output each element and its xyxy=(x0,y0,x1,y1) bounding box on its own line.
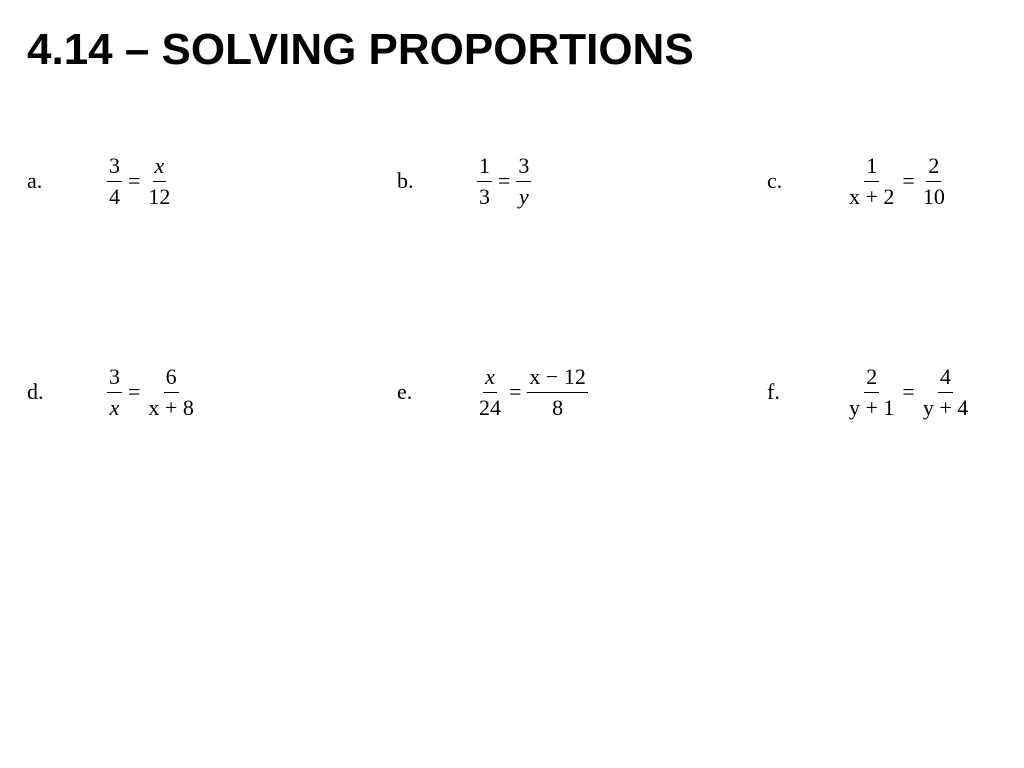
left-fraction xyxy=(477,364,503,421)
equals-sign: = xyxy=(902,168,915,193)
problem-b xyxy=(397,146,531,216)
problem-label: c. xyxy=(767,168,783,193)
equation xyxy=(107,364,196,421)
problem-f xyxy=(767,357,970,427)
problem-label: f. xyxy=(767,379,780,404)
equals-sign: = xyxy=(128,168,141,193)
right-fraction xyxy=(516,153,531,210)
left-fraction xyxy=(107,364,122,421)
equation xyxy=(847,153,947,210)
denominator: 8 xyxy=(552,394,564,420)
denominator: x + 2 xyxy=(849,183,895,209)
right-fraction xyxy=(527,364,587,421)
equation xyxy=(477,364,588,421)
numerator: 1 xyxy=(477,153,492,182)
denominator: 4 xyxy=(109,183,120,209)
denominator: 3 xyxy=(479,183,490,209)
equals-sign: = xyxy=(902,379,915,404)
numerator: 2 xyxy=(926,153,941,182)
right-fraction xyxy=(146,364,195,421)
left-fraction xyxy=(847,153,896,210)
numerator: 1 xyxy=(864,153,879,182)
numerator: 4 xyxy=(938,364,953,393)
numerator: x xyxy=(483,364,497,393)
numerator: 6 xyxy=(164,364,179,393)
problem-e xyxy=(397,357,588,427)
problem-d xyxy=(27,357,196,427)
left-fraction xyxy=(477,153,492,210)
numerator: 3 xyxy=(107,364,122,393)
problem-c xyxy=(767,146,947,216)
left-fraction xyxy=(847,364,896,421)
problem-label: a. xyxy=(27,168,43,193)
right-fraction xyxy=(146,153,172,210)
numerator: x xyxy=(153,153,167,182)
problem-a xyxy=(27,146,172,216)
denominator: y + 4 xyxy=(922,394,969,420)
denominator: 12 xyxy=(148,183,171,209)
numerator: 3 xyxy=(107,153,122,182)
denominator: 10 xyxy=(922,183,945,209)
left-fraction xyxy=(107,153,122,210)
equation xyxy=(477,153,531,210)
denominator: x xyxy=(109,394,120,420)
denominator: 24 xyxy=(479,394,501,420)
right-fraction xyxy=(921,153,947,210)
numerator: x − 12 xyxy=(527,364,587,393)
numerator: 3 xyxy=(516,153,531,182)
denominator: y xyxy=(519,183,529,209)
problem-label: d. xyxy=(27,379,44,404)
equation xyxy=(847,364,970,421)
numerator: 2 xyxy=(864,364,879,393)
denominator: x + 8 xyxy=(148,394,194,420)
equals-sign: = xyxy=(498,168,511,193)
right-fraction xyxy=(921,364,970,421)
equals-sign: = xyxy=(509,379,522,404)
equation xyxy=(107,153,172,210)
problem-label: b. xyxy=(397,168,414,193)
page-title: 4.14 – SOLVING PROPORTIONS xyxy=(27,25,694,74)
denominator: y + 1 xyxy=(849,394,895,420)
problem-label: e. xyxy=(397,379,413,404)
equals-sign: = xyxy=(128,379,141,404)
